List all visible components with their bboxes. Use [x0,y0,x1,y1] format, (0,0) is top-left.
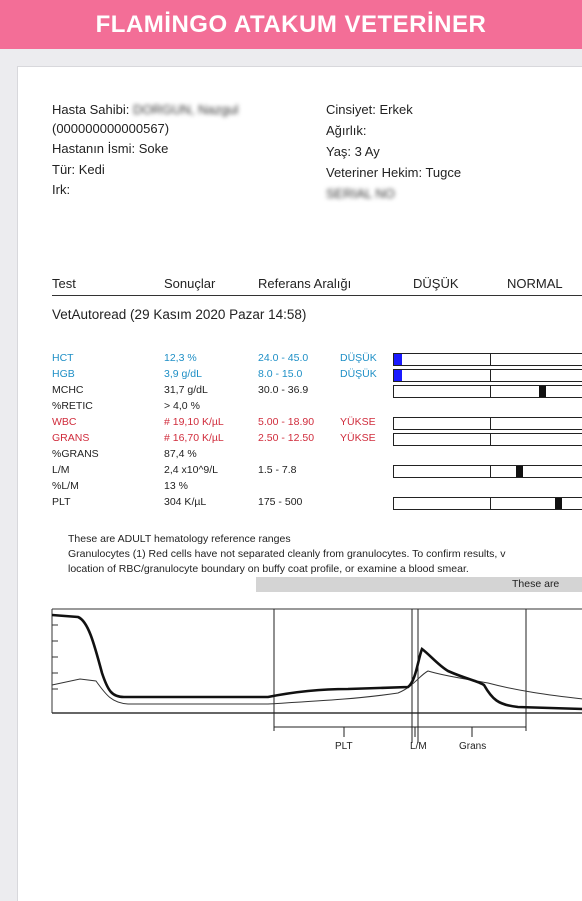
row-value: 3,9 g/dL [164,368,202,380]
range-separator [490,497,491,510]
range-bar [393,497,582,510]
note-line-3: location of RBC/granulocyte boundary on buffy coat profile, or examine a blood smear. [68,563,469,575]
patient-species: Tür: Kedi [52,162,105,177]
row-value: 13 % [164,480,188,492]
row-range: 30.0 - 36.9 [258,384,309,396]
row-value: 2,4 x10^9/L [164,464,218,476]
range-separator [490,433,491,446]
col-low: DÜŞÜK [413,276,459,291]
app-header [0,0,582,49]
row-range: 24.0 - 45.0 [258,352,309,364]
row-test: WBC [52,416,77,428]
row-value: 31,7 g/dL [164,384,208,396]
gray-note-band [256,577,582,592]
owner-label: Hasta Sahibi: [52,102,130,117]
header-divider [52,295,582,296]
row-range: 5.00 - 18.90 [258,416,315,428]
buffy-coat-graph [18,603,582,763]
range-bar [393,369,582,382]
row-test: MCHC [52,384,84,396]
row-range: 1.5 - 7.8 [258,464,297,476]
range-separator [490,417,491,430]
row-value: 12,3 % [164,352,197,364]
value-marker [555,498,562,509]
row-flag: YÜKSE [340,432,376,444]
row-test: HCT [52,352,74,364]
patient-weight: Ağırlık: [326,123,367,138]
row-value: # 19,10 K/µL [164,416,224,428]
patient-age: Yaş: 3 Ay [326,144,380,159]
col-reference: Referans Aralığı [258,276,352,291]
col-results: Sonuçlar [164,276,216,291]
owner-field [52,102,238,117]
row-flag: DÜŞÜK [340,368,377,380]
row-test: %RETIC [52,400,93,412]
graph-label-grans: Grans [459,741,487,752]
range-separator [490,465,491,478]
row-test: PLT [52,496,71,508]
col-test: Test [52,276,76,291]
hidden-field: SERIAL NO [326,186,395,201]
report-sheet[interactable] [17,66,582,901]
range-bar [393,433,582,446]
row-value: # 16,70 K/µL [164,432,224,444]
gray-note-text: These are [512,578,560,590]
range-bar [393,385,582,398]
row-test: %GRANS [52,448,99,460]
row-test: L/M [52,464,70,476]
col-normal: NORMAL [507,276,563,291]
low-indicator [394,370,402,381]
row-value: 87,4 % [164,448,197,460]
patient-gender: Cinsiyet: Erkek [326,102,413,117]
row-range: 8.0 - 15.0 [258,368,303,380]
row-flag: YÜKSE [340,416,376,428]
row-range: 2.50 - 12.50 [258,432,315,444]
graph-label-plt: PLT [335,741,353,752]
range-bar [393,465,582,478]
row-range: 175 - 500 [258,496,303,508]
range-separator [490,385,491,398]
run-title: VetAutoread (29 Kasım 2020 Pazar 14:58) [52,307,307,322]
note-line-1: These are ADULT hematology reference ranges [68,533,291,545]
range-bar [393,417,582,430]
note-line-2: Granulocytes (1) Red cells have not separated cleanly from granulocytes. To confirm results, v [68,548,506,560]
patient-breed: Irk: [52,182,71,197]
row-test: GRANS [52,432,90,444]
row-value: > 4,0 % [164,400,200,412]
graph-label-lm: L/M [410,741,427,752]
row-value: 304 K/µL [164,496,207,508]
range-separator [490,353,491,366]
value-marker [539,386,546,397]
value-marker [516,466,523,477]
row-flag: DÜŞÜK [340,352,377,364]
patient-name: Hastanın İsmi: Soke [52,141,169,156]
clinic-title: FLAMİNGO ATAKUM VETERİNER [95,10,487,38]
row-test: %L/M [52,480,79,492]
owner-id: (000000000000567) [52,121,170,136]
range-separator [490,369,491,382]
row-test: HGB [52,368,75,380]
veterinarian: Veteriner Hekim: Tugce [326,165,462,180]
owner-value: DORGUN, Nazgul [132,102,239,117]
low-indicator [394,354,402,365]
range-bar [393,353,582,366]
